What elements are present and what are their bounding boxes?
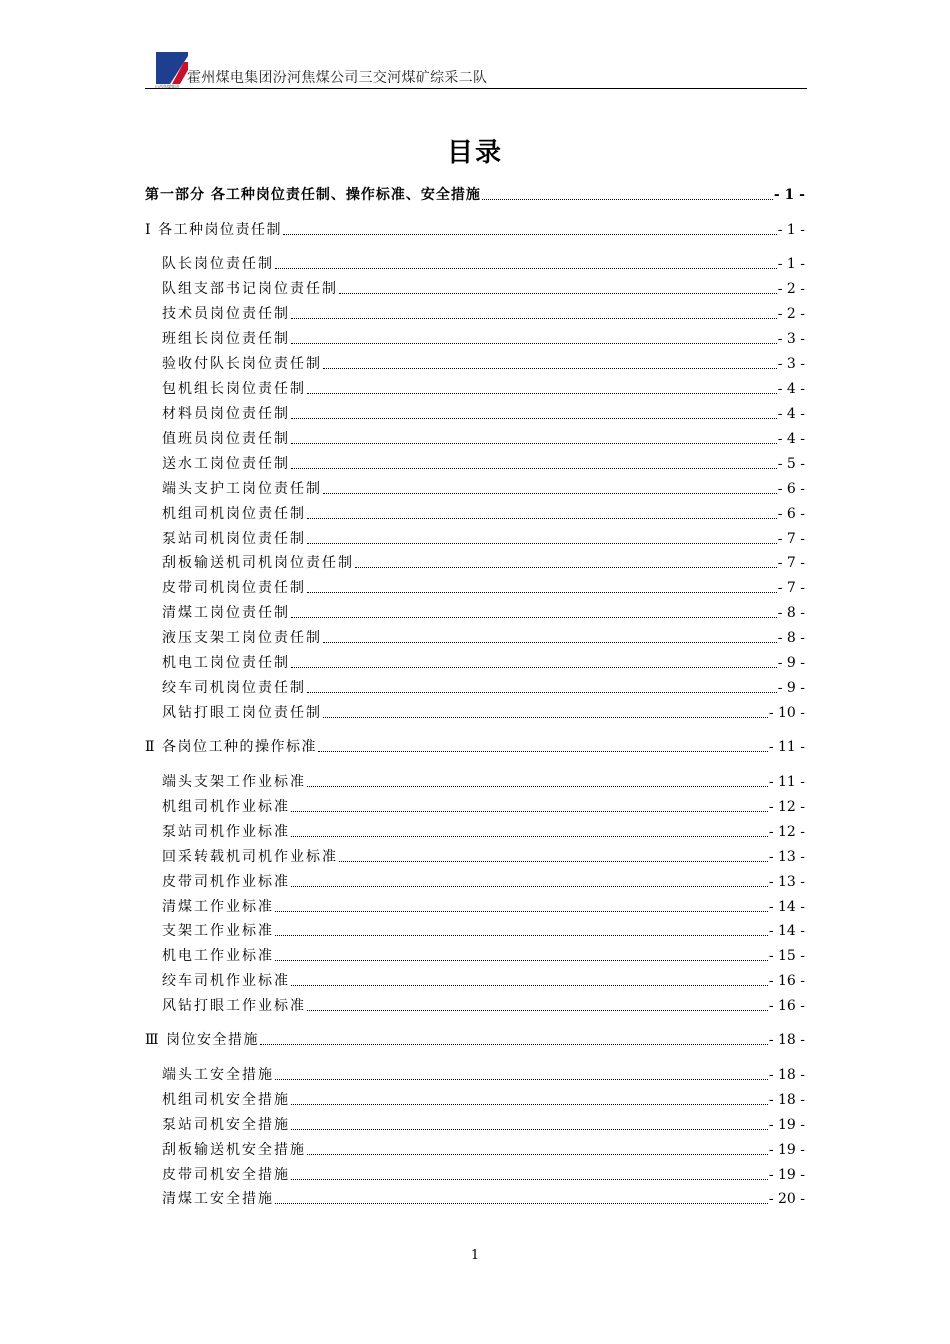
toc-leader-dots [291, 1178, 768, 1180]
toc-leader-dots [355, 566, 777, 568]
toc-entry-page: - 4 - [777, 406, 805, 422]
toc-entry-label: 材料员岗位责任制 [162, 406, 290, 422]
toc-entry-label: 技术员岗位责任制 [162, 306, 290, 322]
toc-entry[interactable] [162, 771, 805, 791]
toc-entry[interactable] [162, 428, 805, 448]
toc-leader-dots [291, 984, 768, 986]
toc-leader-dots [291, 835, 768, 837]
toc-entry-page: - 4 - [777, 431, 805, 447]
toc-entry[interactable] [162, 478, 805, 498]
toc-entry-label: 泵站司机岗位责任制 [162, 531, 306, 547]
page-header [145, 50, 807, 89]
toc-entry-label: 端头工安全措施 [162, 1067, 274, 1083]
toc-entry-label: 皮带司机岗位责任制 [162, 580, 306, 596]
toc-entry-label: 皮带司机安全措施 [162, 1167, 290, 1183]
toc-leader-dots [291, 342, 777, 344]
toc-entry[interactable] [162, 353, 805, 373]
toc-entry-label: Ⅱ 各岗位工种的操作标准 [145, 739, 317, 755]
toc-entry-page: - 9 - [777, 680, 805, 696]
toc-entry[interactable] [162, 945, 805, 965]
toc-entry-page: - 7 - [777, 555, 805, 571]
toc-entry[interactable] [162, 896, 805, 916]
toc-leader-dots [291, 616, 777, 618]
toc-entry-page: - 7 - [777, 531, 805, 547]
toc-entry[interactable] [162, 403, 805, 423]
toc-entry-label: 班组长岗位责任制 [162, 331, 290, 347]
toc-entry-label: 清煤工作业标准 [162, 899, 274, 915]
toc-entry-label: 清煤工岗位责任制 [162, 605, 290, 621]
toc-entry[interactable] [162, 453, 805, 473]
toc-entry[interactable] [162, 1114, 805, 1134]
toc-leader-dots [291, 1103, 768, 1105]
toc-entry-page: - 1 - [773, 187, 805, 203]
toc-entry-label: 绞车司机作业标准 [162, 973, 290, 989]
logo-caption: 山西焦煤集团 [155, 84, 179, 89]
toc-leader-dots [291, 810, 768, 812]
toc-entry-label: 清煤工安全措施 [162, 1191, 274, 1207]
toc-entry[interactable] [162, 528, 805, 548]
toc-leader-dots [291, 1128, 768, 1130]
toc-entry[interactable] [162, 602, 805, 622]
toc-entry-page: - 7 - [777, 580, 805, 596]
toc-leader-dots [275, 959, 768, 961]
toc-entry-label: 回采转载机司机作业标准 [162, 849, 338, 865]
toc-entry[interactable] [162, 995, 805, 1015]
toc-entry-label: 风钻打眼工岗位责任制 [162, 705, 322, 721]
toc-leader-dots [307, 1153, 768, 1155]
toc-entry[interactable] [162, 577, 805, 597]
toc-entry-label: Ⅲ 岗位安全措施 [145, 1032, 259, 1048]
toc-leader-dots [307, 392, 777, 394]
toc-leader-dots [275, 934, 768, 936]
toc-entry-page: - 12 - [768, 799, 805, 815]
toc-leader-dots [275, 267, 777, 269]
toc-entry-label: 队组支部书记岗位责任制 [162, 281, 338, 297]
toc-leader-dots [291, 317, 777, 319]
toc-entry-label: 皮带司机作业标准 [162, 874, 290, 890]
toc-entry-label: 刮板输送机司机岗位责任制 [162, 555, 354, 571]
toc-entry-label: 机组司机岗位责任制 [162, 506, 306, 522]
toc-entry-page: - 6 - [777, 506, 805, 522]
toc-entry-label: 送水工岗位责任制 [162, 456, 290, 472]
toc-entry-page: - 5 - [777, 456, 805, 472]
toc-leader-dots [307, 691, 777, 693]
toc-entry-page: - 3 - [777, 331, 805, 347]
toc-entry-page: - 6 - [777, 481, 805, 497]
toc-entry-label: 端头支架工作业标准 [162, 774, 306, 790]
toc-entry-label: 支架工作业标准 [162, 923, 274, 939]
toc-leader-dots [307, 1009, 768, 1011]
toc-entry-page: - 2 - [777, 281, 805, 297]
toc-entry-page: - 19 - [768, 1142, 805, 1158]
toc-entry-page: - 16 - [768, 998, 805, 1014]
toc-entry-page: - 8 - [777, 630, 805, 646]
toc-entry[interactable] [162, 552, 805, 572]
toc-entry-page: - 11 - [768, 739, 805, 755]
toc-entry-label: 端头支护工岗位责任制 [162, 481, 322, 497]
toc-entry[interactable] [162, 652, 805, 672]
toc-entry-page: - 18 - [768, 1032, 805, 1048]
toc-entry-page: - 18 - [768, 1092, 805, 1108]
toc-leader-dots [339, 860, 768, 862]
toc-entry-label: 风钻打眼工作业标准 [162, 998, 306, 1014]
toc-entry-label: 包机组长岗位责任制 [162, 381, 306, 397]
toc-title: 目录 [446, 138, 503, 168]
toc-entry[interactable] [162, 846, 805, 866]
toc-entry-label: 机组司机作业标准 [162, 799, 290, 815]
toc-entry-label: 机组司机安全措施 [162, 1092, 290, 1108]
toc-leader-dots [307, 591, 777, 593]
toc-entry[interactable] [162, 627, 805, 647]
toc-entry[interactable] [162, 677, 805, 697]
toc-leader-dots [318, 750, 768, 752]
toc-entry[interactable] [162, 1188, 805, 1208]
toc-entry[interactable] [162, 796, 805, 816]
toc-entry-label: 绞车司机岗位责任制 [162, 680, 306, 696]
toc-leader-dots [275, 1078, 768, 1080]
toc-entry-label: 泵站司机作业标准 [162, 824, 290, 840]
toc-leader-dots [323, 367, 777, 369]
toc-leader-dots [323, 641, 777, 643]
toc-entry-page: - 8 - [777, 605, 805, 621]
toc-entry[interactable] [162, 503, 805, 523]
toc-leader-dots [482, 198, 773, 200]
toc-leader-dots [291, 467, 777, 469]
toc-entry-page: - 9 - [777, 655, 805, 671]
toc-entry[interactable] [162, 920, 805, 940]
toc-entry-label: 验收付队长岗位责任制 [162, 356, 322, 372]
toc-entry-page: - 2 - [777, 306, 805, 322]
toc-leader-dots [291, 666, 777, 668]
toc-entry-page: - 18 - [768, 1067, 805, 1083]
toc-leader-dots [307, 542, 777, 544]
toc-leader-dots [323, 492, 777, 494]
toc-leader-dots [283, 233, 777, 235]
toc-entry[interactable] [162, 970, 805, 990]
toc-entry[interactable] [162, 1089, 805, 1109]
toc-part-entry[interactable] [145, 184, 805, 204]
toc-entry[interactable] [162, 1064, 805, 1084]
toc-section-entry[interactable] [145, 736, 805, 756]
toc-entry-label: 机电工岗位责任制 [162, 655, 290, 671]
toc-entry-page: - 13 - [768, 874, 805, 890]
toc-entry[interactable] [162, 1139, 805, 1159]
toc-entry-page: - 14 - [768, 899, 805, 915]
toc-entry-label: 值班员岗位责任制 [162, 431, 290, 447]
toc-entry[interactable] [162, 702, 805, 722]
toc-entry[interactable] [162, 253, 805, 273]
toc-entry-page: - 15 - [768, 948, 805, 964]
toc-leader-dots [323, 716, 768, 718]
toc-leader-dots [339, 292, 777, 294]
toc-entry-page: - 19 - [768, 1117, 805, 1133]
toc-entry-page: - 1 - [777, 222, 805, 238]
company-logo-icon [156, 52, 188, 84]
toc-leader-dots [275, 910, 768, 912]
toc-entry-label: 机电工作业标准 [162, 948, 274, 964]
toc-leader-dots [307, 785, 768, 787]
toc-entry-page: - 1 - [777, 256, 805, 272]
toc-section-entry[interactable] [145, 219, 805, 239]
toc-entry[interactable] [162, 1164, 805, 1184]
toc-entry-label: 液压支架工岗位责任制 [162, 630, 322, 646]
toc-entry-page: - 16 - [768, 973, 805, 989]
toc-entry-label: Ⅰ 各工种岗位责任制 [145, 222, 282, 238]
toc-leader-dots [275, 1202, 768, 1204]
toc-leader-dots [291, 442, 777, 444]
page-number: 1 [470, 1248, 480, 1263]
toc-entry-page: - 14 - [768, 923, 805, 939]
toc-entry[interactable] [162, 303, 805, 323]
toc-entry-label: 刮板输送机安全措施 [162, 1142, 306, 1158]
toc-entry-page: - 13 - [768, 849, 805, 865]
toc-entry[interactable] [162, 278, 805, 298]
toc-entry-label: 泵站司机安全措施 [162, 1117, 290, 1133]
toc-section-entry[interactable] [145, 1029, 805, 1049]
toc-entry-page: - 10 - [768, 705, 805, 721]
toc-entry[interactable] [162, 821, 805, 841]
toc-entry[interactable] [162, 328, 805, 348]
toc-entry[interactable] [162, 378, 805, 398]
toc-leader-dots [291, 417, 777, 419]
toc-entry-label: 第一部分 各工种岗位责任制、操作标准、安全措施 [145, 187, 481, 203]
toc-leader-dots [260, 1043, 768, 1045]
toc-entry-page: - 20 - [768, 1191, 805, 1207]
toc-entry-page: - 3 - [777, 356, 805, 372]
toc-entry-page: - 11 - [768, 774, 805, 790]
toc-entry-page: - 4 - [777, 381, 805, 397]
toc-leader-dots [291, 885, 768, 887]
toc-entry-label: 队长岗位责任制 [162, 256, 274, 272]
header-title: 霍州煤电集团汾河焦煤公司三交河煤矿综采二队 [187, 70, 488, 86]
toc-entry-page: - 12 - [768, 824, 805, 840]
toc-entry-page: - 19 - [768, 1167, 805, 1183]
toc-leader-dots [307, 517, 777, 519]
toc-entry[interactable] [162, 871, 805, 891]
